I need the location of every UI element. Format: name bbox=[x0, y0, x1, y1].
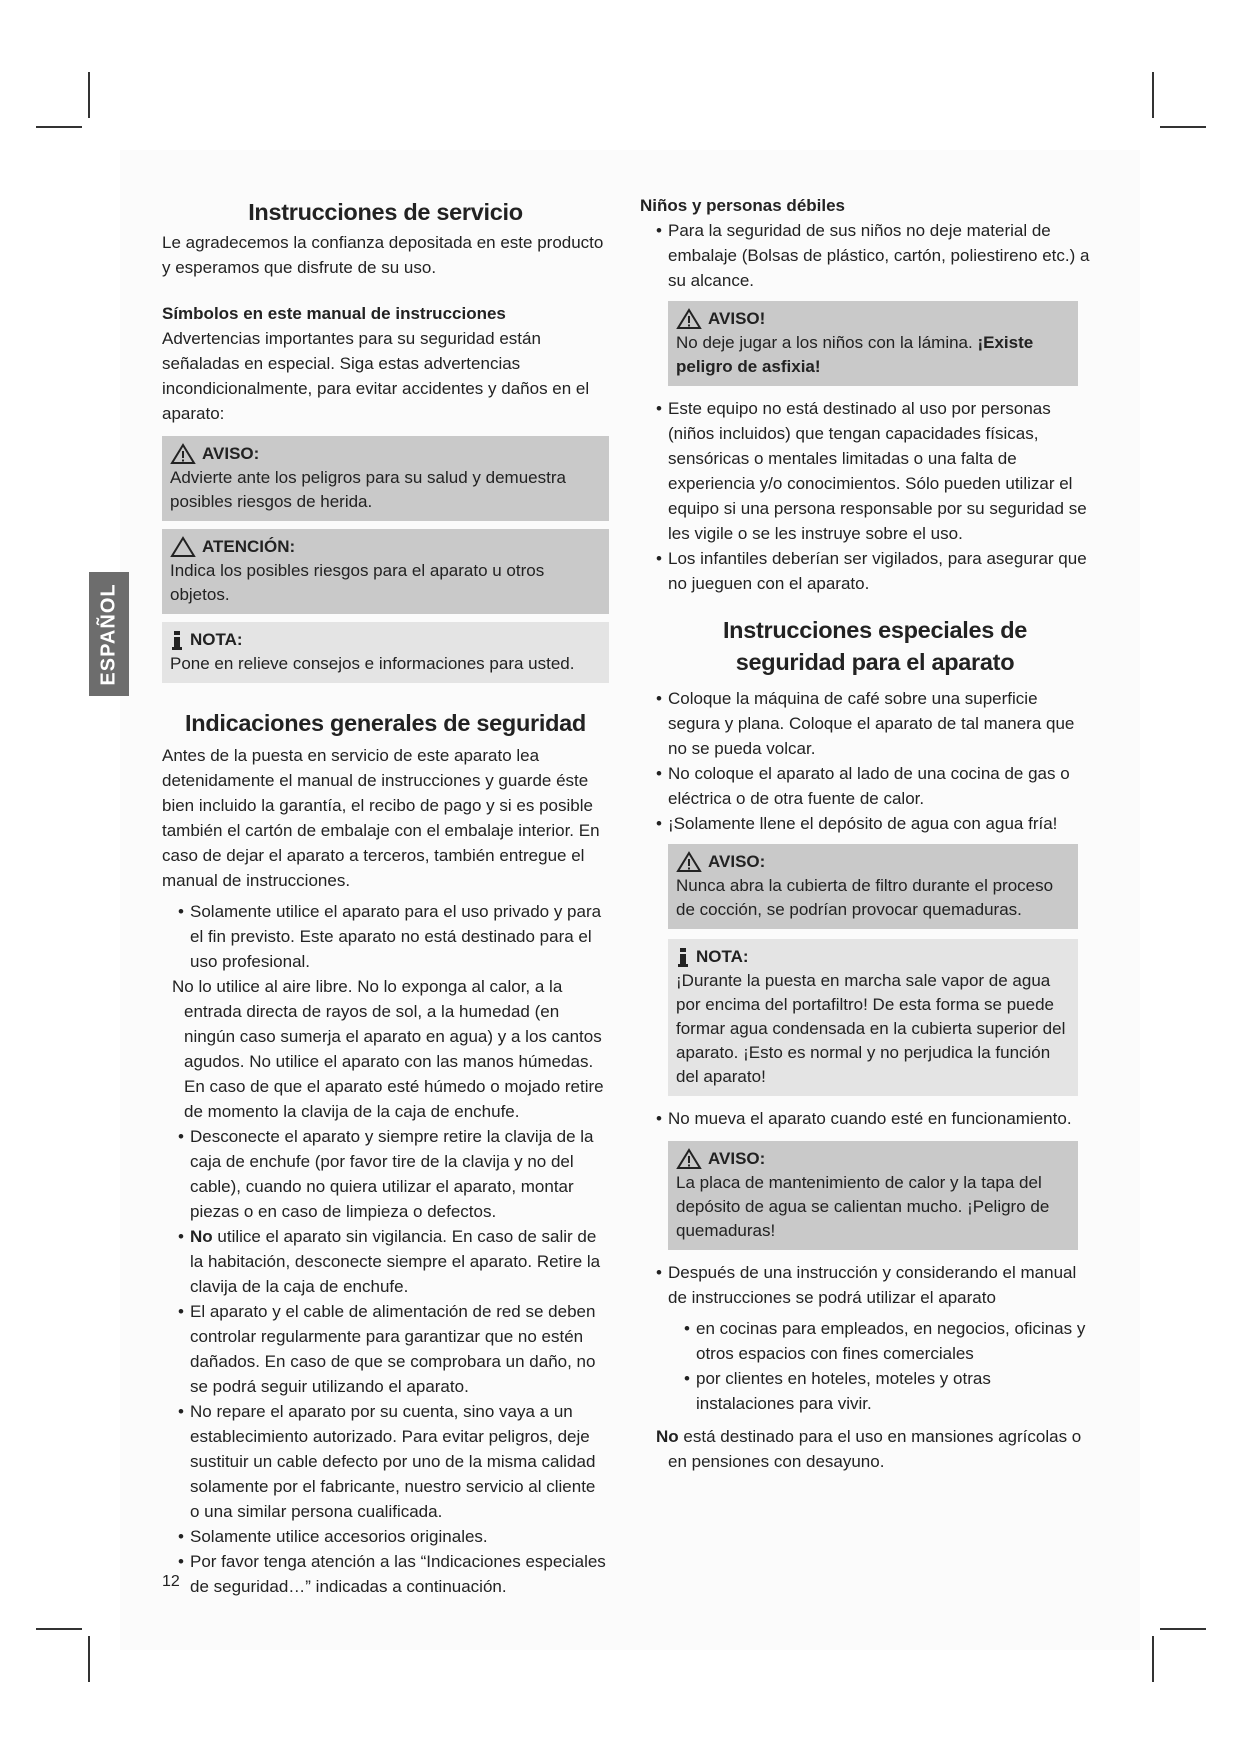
kids-list-continued bbox=[640, 396, 1090, 596]
list-item: • por clientes en hoteles, moteles y otras instalaciones para vivir. bbox=[684, 1369, 991, 1413]
intro-text: Le agradecemos la confianza depositada en este producto y esperamos que disfrute de su uso. bbox=[162, 233, 604, 277]
crop-mark bbox=[36, 126, 82, 128]
general-safety-title: Indicaciones generales de seguridad bbox=[185, 710, 586, 736]
crop-mark bbox=[1160, 1628, 1206, 1630]
list-item: • No repare el aparato por su cuenta, sino vaya a un establecimiento autorizado. Para evitar peligros, deje sustituir un cable defecto por uno de la misma calidad solamente por el fabricante, nuestro servicio al cliente o una similar persona cualificada. bbox=[178, 1402, 596, 1521]
list-item: • Este equipo no está destinado al uso por personas (niños incluidos) que tengan capacidades físicas, sensóricas o mentales limitadas o una falta de experiencia y/o conocimientos. Sólo pueden utilizar el equipo si una persona responsable por su seguridad se les vigile o se les instruye sobre el uso. bbox=[656, 399, 1087, 543]
aviso-title: AVISO: bbox=[202, 444, 260, 463]
final-note: No está destinado para el uso en mansiones agrícolas o en pensiones con desayuno. bbox=[656, 1427, 1082, 1471]
aviso-box bbox=[668, 844, 1078, 929]
aviso-box bbox=[668, 1141, 1078, 1250]
list-item: • Coloque la máquina de café sobre una superficie segura y plana. Coloque el aparato de tal manera que no se pueda volcar. bbox=[656, 689, 1075, 758]
special-list-continued bbox=[640, 1106, 1090, 1131]
symbols-text: Advertencias importantes para su seguridad están señaladas en especial. Siga estas advertencias incondicionalmente, para evitar accidentes y daños en el aparato: bbox=[162, 329, 590, 423]
nota-text: ¡Durante la puesta en marcha sale vapor de agua por encima del portafiltro! De esta forma se puede formar agua condensada en la cubierta superior del aparato. ¡Esto es normal y no perjudica la función del aparato! bbox=[676, 971, 1066, 1086]
special-safety-title: Instrucciones especiales de seguridad para el aparato bbox=[722, 617, 1028, 675]
usage-list bbox=[640, 1260, 1090, 1416]
language-tab bbox=[89, 572, 129, 696]
aviso-box bbox=[162, 436, 609, 521]
crop-mark bbox=[1152, 1636, 1154, 1682]
nota-box bbox=[668, 939, 1078, 1096]
aviso-box bbox=[668, 301, 1078, 386]
aviso-title: AVISO! bbox=[708, 309, 766, 328]
crop-mark bbox=[1152, 72, 1154, 118]
aviso-text: Advierte ante los peligros para su salud y demuestra posibles riesgos de herida. bbox=[170, 468, 566, 511]
left-column bbox=[162, 196, 609, 1599]
general-intro: Antes de la puesta en servicio de este aparato lea detenidamente el manual de instrucciones y guarde éste bien incluido la garantía, el recibo de pago y si es posible también el cartón de embalaje con el embalaje interior. En caso de dejar el aparato a terceros, también entregue el manual de instrucciones. bbox=[162, 746, 600, 890]
caution-icon bbox=[170, 536, 196, 558]
right-column bbox=[640, 196, 1090, 1474]
general-list bbox=[162, 899, 609, 1599]
nota-text: Pone en relieve consejos e informaciones para usted. bbox=[170, 654, 575, 673]
warning-icon bbox=[676, 1148, 702, 1170]
symbols-heading: Símbolos en este manual de instrucciones bbox=[162, 304, 506, 323]
atencion-title: ATENCIÓN: bbox=[202, 537, 296, 556]
list-item: • No utilice el aparato sin vigilancia. En caso de salir de la habitación, desconecte siempre el aparato. Retire la clavija de la caja de enchufe. bbox=[178, 1227, 601, 1296]
aviso-text: No deje jugar a los niños con la lámina. ¡Existe peligro de asfixia! bbox=[676, 333, 1034, 376]
page-title: Instrucciones de servicio bbox=[248, 199, 523, 225]
atencion-text: Indica los posibles riesgos para el aparato u otros objetos. bbox=[170, 561, 545, 604]
list-item: • No mueva el aparato cuando esté en funcionamiento. bbox=[656, 1109, 1072, 1128]
special-list bbox=[640, 686, 1090, 836]
warning-icon bbox=[676, 851, 702, 873]
list-item: • en cocinas para empleados, en negocios, oficinas y otros espacios con fines comerciales bbox=[684, 1319, 1086, 1363]
list-item: • ¡Solamente llene el depósito de agua con agua fría! bbox=[656, 814, 1058, 833]
warning-icon bbox=[676, 308, 702, 330]
list-item: • Solamente utilice el aparato para el uso privado y para el fin previsto. Este aparato no está destinado para el uso profesional. bbox=[178, 902, 602, 971]
nota-title: NOTA: bbox=[696, 947, 749, 966]
kids-heading: Niños y personas débiles bbox=[640, 196, 846, 215]
crop-mark bbox=[1160, 126, 1206, 128]
aviso-text: La placa de mantenimiento de calor y la tapa del depósito de agua se calientan mucho. ¡Peligro de quemaduras! bbox=[676, 1173, 1050, 1240]
list-item: • Por favor tenga atención a las “Indicaciones especiales de seguridad…” indicadas a continuación. bbox=[178, 1552, 606, 1596]
list-item: No lo utilice al aire libre. No lo exponga al calor, a la entrada directa de rayos de sol, a la humedad (en ningún caso sumerja el aparato en agua) y a los cantos agudos. No utilice el aparato con las manos húmedas. En caso de que el aparato esté húmedo o mojado retire de momento la clavija de la caja de enchufe. bbox=[172, 977, 604, 1121]
list-item: • El aparato y el cable de alimentación de red se deben controlar regularmente para garantizar que no estén dañados. En caso de que se comprobara un daño, no se podrá seguir utilizando el aparato. bbox=[178, 1302, 596, 1396]
list-item: • Los infantiles deberían ser vigilados, para asegurar que no jueguen con el aparato. bbox=[656, 549, 1087, 593]
crop-mark bbox=[88, 1636, 90, 1682]
warning-icon bbox=[170, 443, 196, 465]
kids-list bbox=[640, 218, 1090, 293]
nota-box bbox=[162, 622, 609, 683]
page-number: 12 bbox=[162, 1573, 180, 1590]
list-item: • No coloque el aparato al lado de una cocina de gas o eléctrica o de otra fuente de calor. bbox=[656, 764, 1070, 808]
info-icon bbox=[170, 629, 184, 651]
list-item: • Después de una instrucción y considerando el manual de instrucciones se podrá utilizar el aparato bbox=[656, 1263, 1077, 1307]
crop-mark bbox=[88, 72, 90, 118]
list-item: • Solamente utilice accesorios originales. bbox=[178, 1527, 488, 1546]
list-item: • Para la seguridad de sus niños no deje material de embalaje (Bolsas de plástico, cartón, poliestireno etc.) a su alcance. bbox=[656, 221, 1090, 290]
crop-mark bbox=[36, 1628, 82, 1630]
language-label: ESPAÑOL bbox=[97, 582, 120, 686]
aviso-text: Nunca abra la cubierta de filtro durante el proceso de cocción, se podrían provocar quemaduras. bbox=[676, 876, 1054, 919]
list-item: • Desconecte el aparato y siempre retire la clavija de la caja de enchufe (por favor tire de la clavija y no del cable), cuando no quiera utilizar el aparato, montar piezas o en caso de limpieza o defectos. bbox=[178, 1127, 594, 1221]
info-icon bbox=[676, 946, 690, 968]
aviso-title: AVISO: bbox=[708, 1149, 766, 1168]
nota-title: NOTA: bbox=[190, 630, 243, 649]
aviso-title: AVISO: bbox=[708, 852, 766, 871]
atencion-box bbox=[162, 529, 609, 614]
